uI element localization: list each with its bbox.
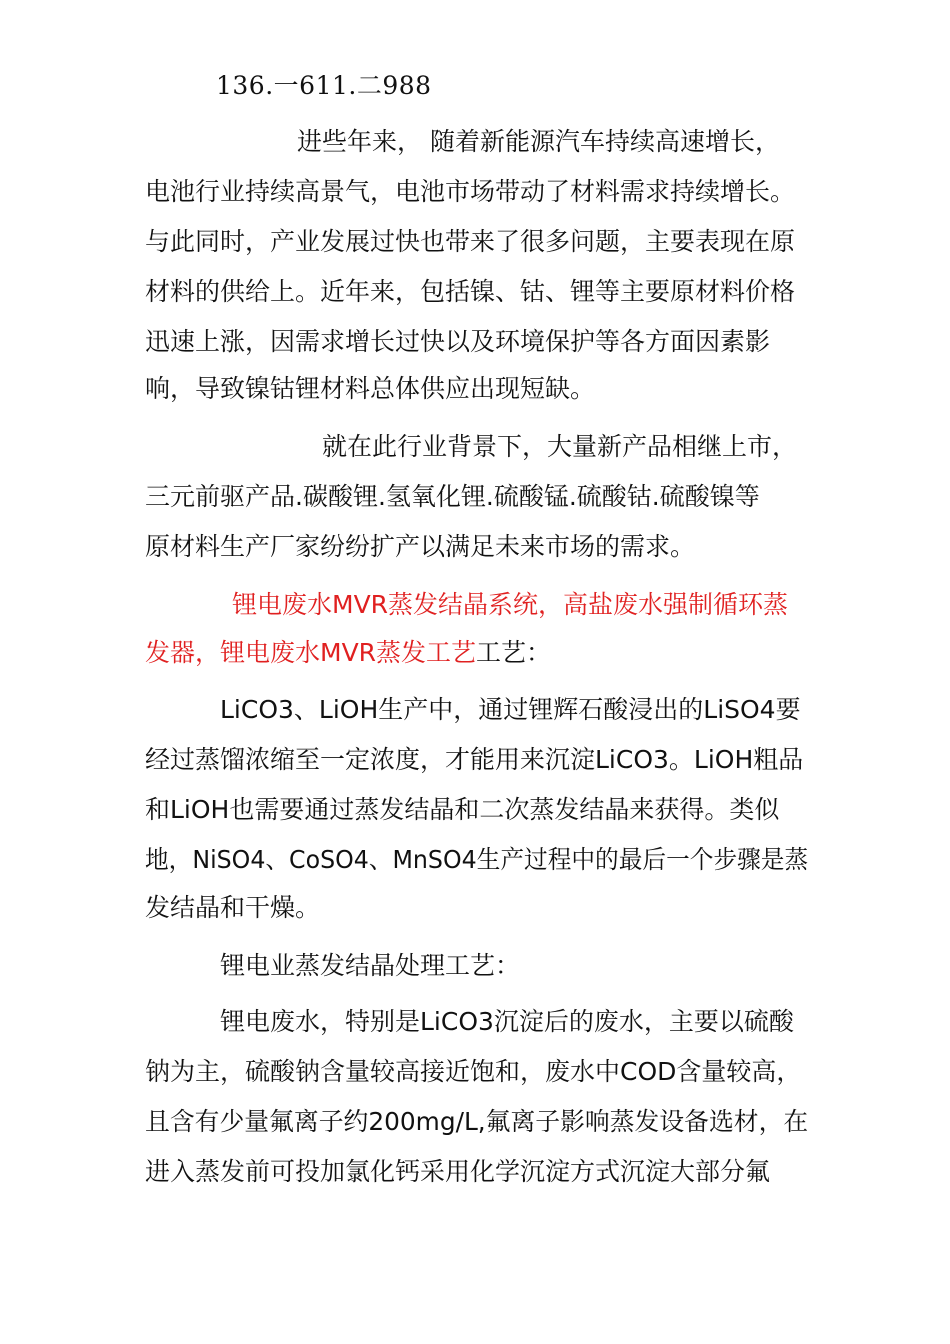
text-line: 经过蒸馏浓缩至一定浓度，才能用来沉淀LiCO3。LiOH粗品 [145,745,804,774]
text-line: 原材料生产厂家纷纷扩产以满足未来市场的需求。 [145,532,696,561]
highlight-line [145,636,551,670]
header-number: 136.一611.二988 [216,71,432,100]
highlight-line: 锂电废水MVR蒸发结晶系统，高盐废水强制循环蒸 [232,590,789,619]
highlight-black-text: 工艺： [476,638,552,667]
section-heading: 锂电业蒸发结晶处理工艺： [220,951,521,980]
text-line: 锂电废水，特别是LiCO3沉淀后的废水，主要以硫酸 [220,1007,794,1036]
text-line: 迅速上涨，因需求增长过快以及环境保护等各方面因素影 [145,327,771,356]
text-line: 材料的供给上。近年来，包括镍、钴、锂等主要原材料价格 [145,277,796,306]
text-line: 响，导致镍钴锂材料总体供应出现短缺。 [145,374,596,403]
highlight-red-text: 发器，锂电废水MVR蒸发工艺 [145,638,477,667]
text-line: 发结晶和干燥。 [145,893,321,922]
text-line: 进入蒸发前可投加氯化钙采用化学沉淀方式沉淀大部分氟 [145,1157,771,1186]
text-line: 地，NiSO4、CoSO4、MnSO4生产过程中的最后一个步骤是蒸 [145,845,809,874]
text-line: 三元前驱产品.碳酸锂.氢氧化锂.硫酸锰.硫酸钴.硫酸镍等 [145,482,760,511]
text-line: 且含有少量氟离子约200mg/L,氟离子影响蒸发设备选材，在 [145,1107,809,1136]
text-line: 就在此行业背景下，大量新产品相继上市， [322,432,798,461]
text-line: 与此同时，产业发展过快也带来了很多问题，主要表现在原 [145,227,796,256]
text-line: 钠为主，硫酸钠含量较高接近饱和，废水中COD含量较高， [145,1057,802,1086]
text-line: LiCO3、LiOH生产中，通过锂辉石酸浸出的LiSO4要 [220,695,801,724]
text-line: 和LiOH也需要通过蒸发结晶和二次蒸发结晶来获得。类似 [145,795,780,824]
text-line: 进些年来， 随着新能源汽车持续高速增长， [297,127,780,156]
text-line: 电池行业持续高景气，电池市场带动了材料需求持续增长。 [145,177,796,206]
